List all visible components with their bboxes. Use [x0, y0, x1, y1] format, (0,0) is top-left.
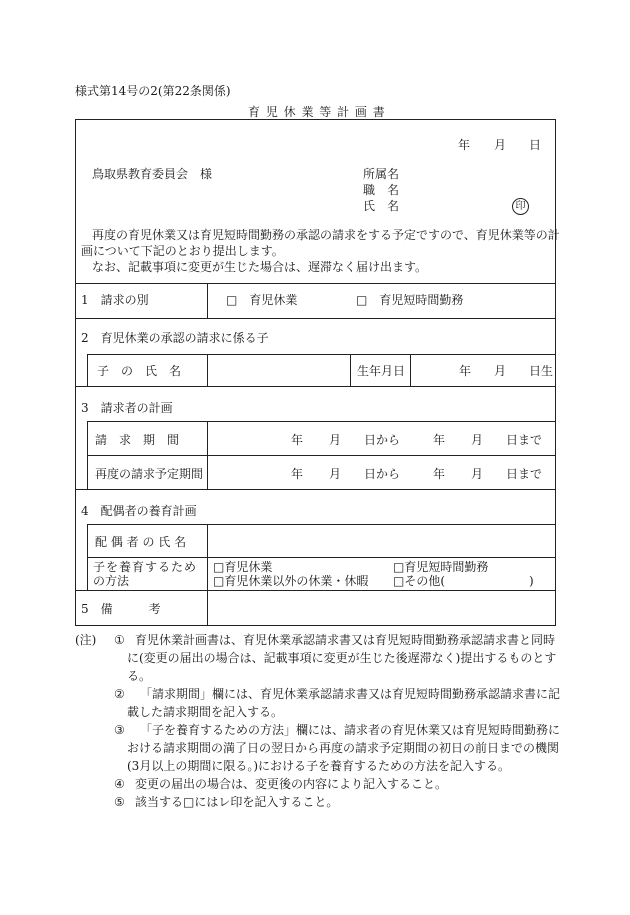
- section3-label: 3 請求者の計画: [81, 401, 173, 415]
- position-label: 職 名: [363, 183, 400, 197]
- rerequest-period-label: 再度の請求予定期間: [95, 467, 204, 481]
- document-title: 育 児 休 業 等 計 画 書: [248, 105, 386, 119]
- request-period-label: 請 求 期 間: [95, 433, 180, 447]
- rerequest-from-day: 日から: [364, 467, 401, 481]
- note-4-number: ④: [114, 777, 125, 791]
- note-2-line1: 「請求期間」欄には、育児休業承認請求書又は育児短時間勤務承認請求書に記: [140, 687, 561, 701]
- period-to-month: 月: [471, 433, 484, 447]
- note-3-line1: 「子を養育するための方法」欄には、請求者の育児休業又は育児短時間勤務に: [140, 723, 561, 737]
- period-from-month: 月: [329, 433, 342, 447]
- rerequest-to-day: 日まで: [506, 467, 543, 481]
- affiliation-label: 所属名: [363, 167, 400, 181]
- note-3-line2: おける請求期間の満了日の翌日から再度の請求予定期間の初日の前日までの機関: [127, 741, 560, 755]
- rerequest-from-year: 年: [291, 467, 304, 481]
- rerequest-to-month: 月: [471, 467, 484, 481]
- note-1-line3: る。: [127, 669, 152, 683]
- note-5-line1: 該当する□にはレ印を記入すること。: [135, 795, 339, 809]
- note-3-number: ③: [114, 723, 125, 737]
- period-to-year: 年: [433, 433, 446, 447]
- birth-date-label: 生年月日: [357, 364, 406, 378]
- note-1-line2: に(変更の届出の場合は、記載事項に変更が生じた後遅滞なく)提出するものとす: [127, 651, 557, 665]
- notes-prefix: (注): [75, 633, 97, 647]
- spouse-option-short-time[interactable]: □育児短時間勤務: [393, 560, 489, 574]
- section2-label: 2 育児休業の承認の請求に係る子: [81, 331, 269, 345]
- childcare-method-label-line2: の方法: [93, 574, 130, 588]
- birth-day: 日生: [529, 364, 554, 378]
- spouse-option-other-leave[interactable]: □育児休業以外の休業・休暇: [213, 574, 369, 588]
- section4-label: 4 配偶者の養育計画: [81, 504, 197, 518]
- period-to-day: 日まで: [506, 433, 543, 447]
- spouse-option-childcare-leave[interactable]: □育児休業: [213, 560, 273, 574]
- form-number: 様式第14号の2(第22条関係): [75, 84, 231, 98]
- intro-body-line2: 画について下記のとおり提出します。: [81, 244, 284, 258]
- period-from-day: 日から: [364, 433, 401, 447]
- intro-body-line3: なお、記載事項に変更が生じた場合は、遅滞なく届け出ます。: [92, 260, 428, 274]
- birth-year: 年: [459, 364, 472, 378]
- date-year: 年: [458, 138, 471, 152]
- note-1-number: ①: [114, 633, 125, 647]
- addressee: 鳥取県教育委員会 様: [92, 167, 213, 181]
- option-short-time-work[interactable]: □ 育児短時間勤務: [356, 293, 464, 307]
- note-2-number: ②: [114, 687, 125, 701]
- section1-label: 1 請求の別: [81, 293, 149, 307]
- intro-body-line1: 再度の育児休業又は育児短時間勤務の承認の請求をする予定ですので、育児休業等の計: [92, 228, 560, 242]
- childcare-method-label-line1: 子を養育するため: [93, 560, 198, 574]
- section5-label: 5 備 考: [81, 602, 161, 616]
- note-1-line1: 育児休業計画書は、育児休業承認請求書又は育児短時間勤務承認請求書と同時: [135, 633, 556, 647]
- rerequest-from-month: 月: [329, 467, 342, 481]
- note-4-line1: 変更の届出の場合は、変更後の内容により記入すること。: [135, 777, 448, 791]
- note-5-number: ⑤: [114, 795, 125, 809]
- rerequest-to-year: 年: [433, 467, 446, 481]
- note-3-line3: (3月以上の期間に限る。)における子を養育するための方法を記入する。: [127, 759, 511, 773]
- child-name-label: [97, 365, 200, 377]
- spouse-name-label: 配 偶 者 の 氏 名: [95, 535, 187, 549]
- option-childcare-leave[interactable]: □ 育児休業: [226, 293, 298, 307]
- plan-form: [75, 119, 560, 626]
- child-name-text: 子 の 氏 名: [97, 364, 182, 378]
- note-2-line2: 載した請求期間を記入する。: [127, 705, 284, 719]
- seal-mark: 印: [512, 198, 529, 215]
- birth-month: 月: [494, 364, 507, 378]
- date-month: 月: [494, 138, 507, 152]
- name-label: 氏 名: [363, 199, 400, 213]
- seal-icon: [512, 198, 529, 215]
- spouse-option-other[interactable]: □その他( ): [393, 574, 534, 588]
- period-from-year: 年: [291, 433, 304, 447]
- date-day: 日: [529, 138, 542, 152]
